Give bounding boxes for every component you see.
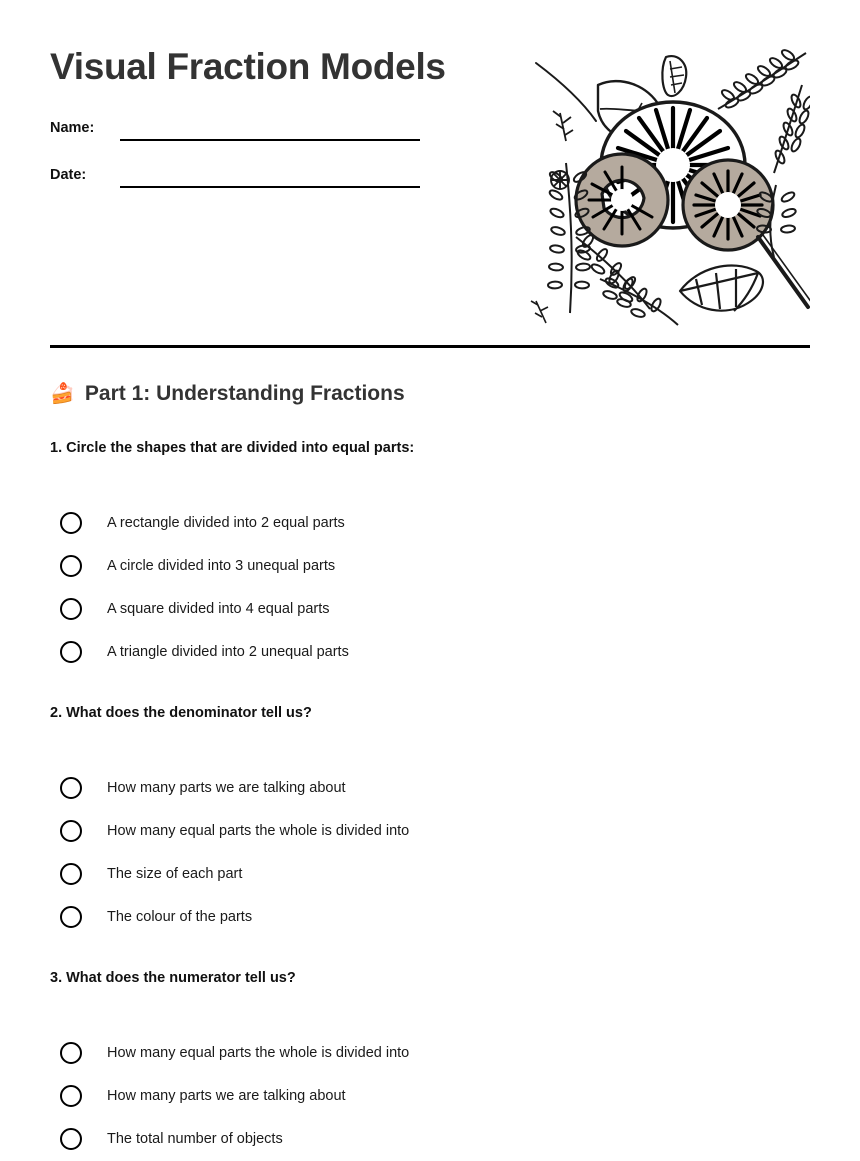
radio-circle-icon[interactable] (60, 1085, 82, 1107)
option-label: How many equal parts the whole is divided into (107, 1045, 410, 1062)
question-1 (50, 439, 812, 674)
option-label: A circle divided into 3 unequal parts (107, 558, 336, 575)
question-1-options (60, 502, 812, 674)
radio-circle-icon[interactable] (60, 1042, 82, 1064)
option-row[interactable] (60, 896, 812, 939)
radio-circle-icon[interactable] (60, 641, 82, 663)
option-label: How many parts we are talking about (107, 780, 346, 797)
question-3 (50, 969, 812, 1161)
option-row[interactable] (60, 545, 812, 588)
option-row[interactable] (60, 631, 812, 674)
option-label: The total number of objects (107, 1131, 283, 1148)
header-divider (50, 345, 810, 348)
question-spacer (50, 939, 812, 969)
date-field-label: Date: (50, 167, 87, 183)
option-label: The size of each part (107, 866, 243, 883)
radio-circle-icon[interactable] (60, 512, 82, 534)
radio-circle-icon[interactable] (60, 1128, 82, 1150)
radio-circle-icon[interactable] (60, 820, 82, 842)
radio-circle-icon[interactable] (60, 863, 82, 885)
option-label: The colour of the parts (107, 909, 253, 926)
cake-slice-icon: 🍰 (50, 383, 75, 406)
question-2 (50, 704, 812, 939)
name-field-label: Name: (50, 120, 95, 136)
kiwi-botanical-illustration (530, 45, 810, 330)
question-1-prompt: 1. Circle the shapes that are divided into equal parts: (50, 440, 415, 457)
kiwi-botanical-svg (530, 45, 810, 330)
radio-circle-icon[interactable] (60, 598, 82, 620)
name-field-input-line[interactable] (120, 139, 420, 141)
option-row[interactable] (60, 767, 812, 810)
page-title: Visual Fraction Models (50, 46, 446, 87)
question-2-options (60, 767, 812, 939)
question-2-prompt: 2. What does the denominator tell us? (50, 704, 312, 721)
question-3-options (60, 1032, 812, 1161)
option-label: A triangle divided into 2 unequal parts (107, 644, 349, 661)
radio-circle-icon[interactable] (60, 555, 82, 577)
question-spacer (50, 674, 812, 704)
option-row[interactable] (60, 853, 812, 896)
option-row[interactable] (60, 1075, 812, 1118)
worksheet-content (50, 382, 812, 1161)
option-row[interactable] (60, 1118, 812, 1161)
option-label: A rectangle divided into 2 equal parts (107, 515, 345, 532)
section-heading-label: Part 1: Understanding Fractions (84, 382, 405, 405)
option-label: How many equal parts the whole is divided into (107, 823, 410, 840)
option-row[interactable] (60, 1032, 812, 1075)
radio-circle-icon[interactable] (60, 777, 82, 799)
section-heading-part-1 (50, 382, 812, 406)
option-row[interactable] (60, 588, 812, 631)
radio-circle-icon[interactable] (60, 906, 82, 928)
question-3-prompt: 3. What does the numerator tell us? (50, 969, 296, 986)
option-row[interactable] (60, 502, 812, 545)
option-label: A square divided into 4 equal parts (107, 601, 330, 618)
date-field-input-line[interactable] (120, 186, 420, 188)
option-row[interactable] (60, 810, 812, 853)
option-label: How many parts we are talking about (107, 1088, 346, 1105)
